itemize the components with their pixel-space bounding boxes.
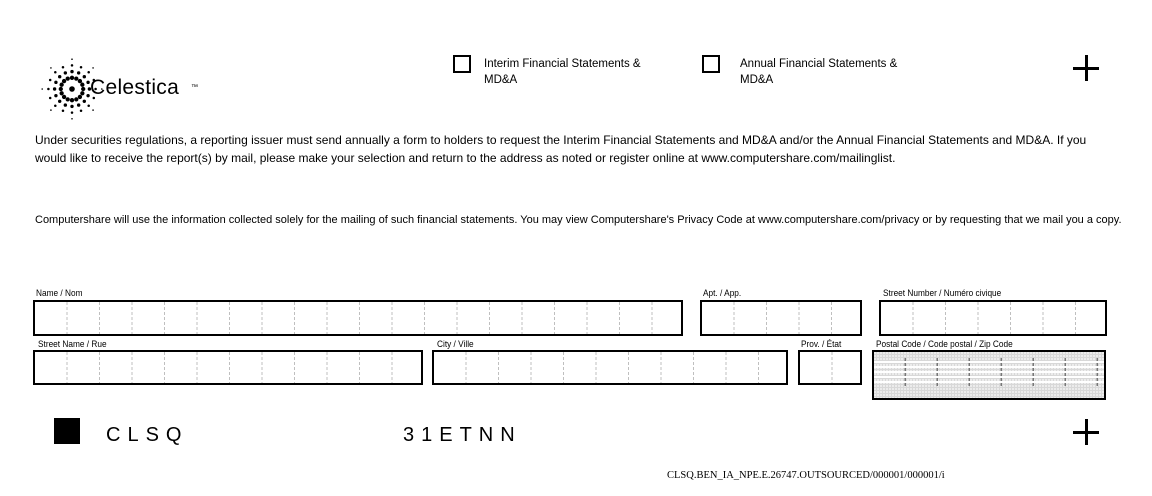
logo-dot [74, 77, 78, 81]
prov-field[interactable] [798, 350, 862, 385]
logo-dot [60, 91, 64, 95]
logo-dot [87, 71, 90, 74]
logo-dot [80, 83, 84, 87]
logo-dot [47, 88, 50, 91]
logo-dot [53, 87, 56, 90]
registration-square-icon [54, 418, 80, 444]
logo-dot [58, 75, 61, 78]
logo-dot [70, 76, 74, 80]
logo-dot [64, 71, 67, 74]
postal-label: Postal Code / Code postal / Zip Code [876, 339, 1013, 349]
logo-dot [58, 100, 61, 103]
logo-dot [49, 79, 52, 82]
logo-dot [70, 70, 73, 73]
logo-dot [54, 104, 57, 107]
logo-dot [77, 71, 80, 74]
brand-name: Celestica [90, 76, 180, 99]
logo-dot [71, 64, 74, 67]
brand-trademark: ™ [191, 84, 198, 91]
logo-dot [83, 75, 86, 78]
logo-dot [54, 81, 57, 84]
city-field[interactable] [432, 350, 788, 385]
street-name-label: Street Name / Rue [38, 339, 107, 349]
logo-center-dot [69, 86, 75, 92]
logo-dot [59, 87, 63, 91]
logo-dot [62, 110, 65, 113]
logo-dot [71, 58, 73, 60]
logo-dot [60, 83, 64, 87]
logo-dot [54, 94, 57, 97]
logo-dot [87, 104, 90, 107]
logo-dot [92, 109, 94, 111]
logo-dot [62, 95, 66, 99]
name-label: Name / Nom [36, 288, 83, 298]
logo-dot [80, 91, 84, 95]
city-label: City / Ville [437, 339, 474, 349]
logo-dot [81, 87, 85, 91]
logo-dot [71, 111, 74, 114]
interim-statements-checkbox[interactable] [453, 55, 471, 73]
postal-code-field[interactable] [872, 350, 1106, 400]
street-name-field[interactable] [33, 350, 423, 385]
logo-dot [70, 105, 73, 108]
registration-plus-icon-bottom [1073, 419, 1099, 445]
logo-dot [92, 67, 94, 69]
logo-dot [78, 95, 82, 99]
privacy-paragraph: Computershare will use the information collected solely for the mailing of such financial statements. You may view Computershare's Privacy Code at www.computershare.com/privacy or by requesting that we mail you a copy. [35, 214, 1122, 226]
logo-dot [83, 100, 86, 103]
annual-statements-checkbox[interactable] [702, 55, 720, 73]
annual-statements-label: Annual Financial Statements & MD&A [740, 58, 898, 86]
batch-code: 31ETNN [403, 424, 522, 446]
street-number-label: Street Number / Numéro civique [883, 288, 1002, 298]
logo-dot [41, 88, 43, 90]
intro-paragraph: Under securities regulations, a reporting issuer must send annually a form to holders to request the Interim Financial Statements and MD&A and/or the Annual Financial Statements and MD&A. If you would like to receive the report(s) by mail, please make your selection and return to the address as noted or register online at www.computershare.com/mailinglist. [35, 133, 1087, 165]
logo-dot [78, 79, 82, 83]
apt-label: Apt. / App. [703, 288, 742, 298]
logo-dot [66, 97, 70, 101]
logo-dot [62, 66, 65, 69]
street-number-field[interactable] [879, 300, 1107, 336]
logo-dot [70, 98, 74, 102]
logo-dot [50, 109, 52, 111]
logo-dot [74, 97, 78, 101]
logo-dot [50, 67, 52, 69]
logo-dot [80, 110, 83, 113]
apt-field[interactable] [700, 300, 862, 336]
logo-dot [64, 103, 67, 106]
interim-statements-label: Interim Financial Statements & MD&A [484, 58, 641, 86]
logo-dot [66, 77, 70, 81]
logo-dot [77, 103, 80, 106]
footer-reference: CLSQ.BEN_IA_NPE.E.26747.OUTSOURCED/000001/000001/i [667, 470, 945, 481]
client-code: CLSQ [106, 424, 189, 446]
prov-label: Prov. / État [801, 339, 842, 349]
registration-plus-icon [1073, 55, 1099, 81]
logo-dot [49, 97, 52, 100]
logo-dot [80, 66, 83, 69]
logo-dot [54, 71, 57, 74]
logo-dot [62, 79, 66, 83]
logo-dot [71, 118, 73, 120]
name-field[interactable] [33, 300, 683, 336]
